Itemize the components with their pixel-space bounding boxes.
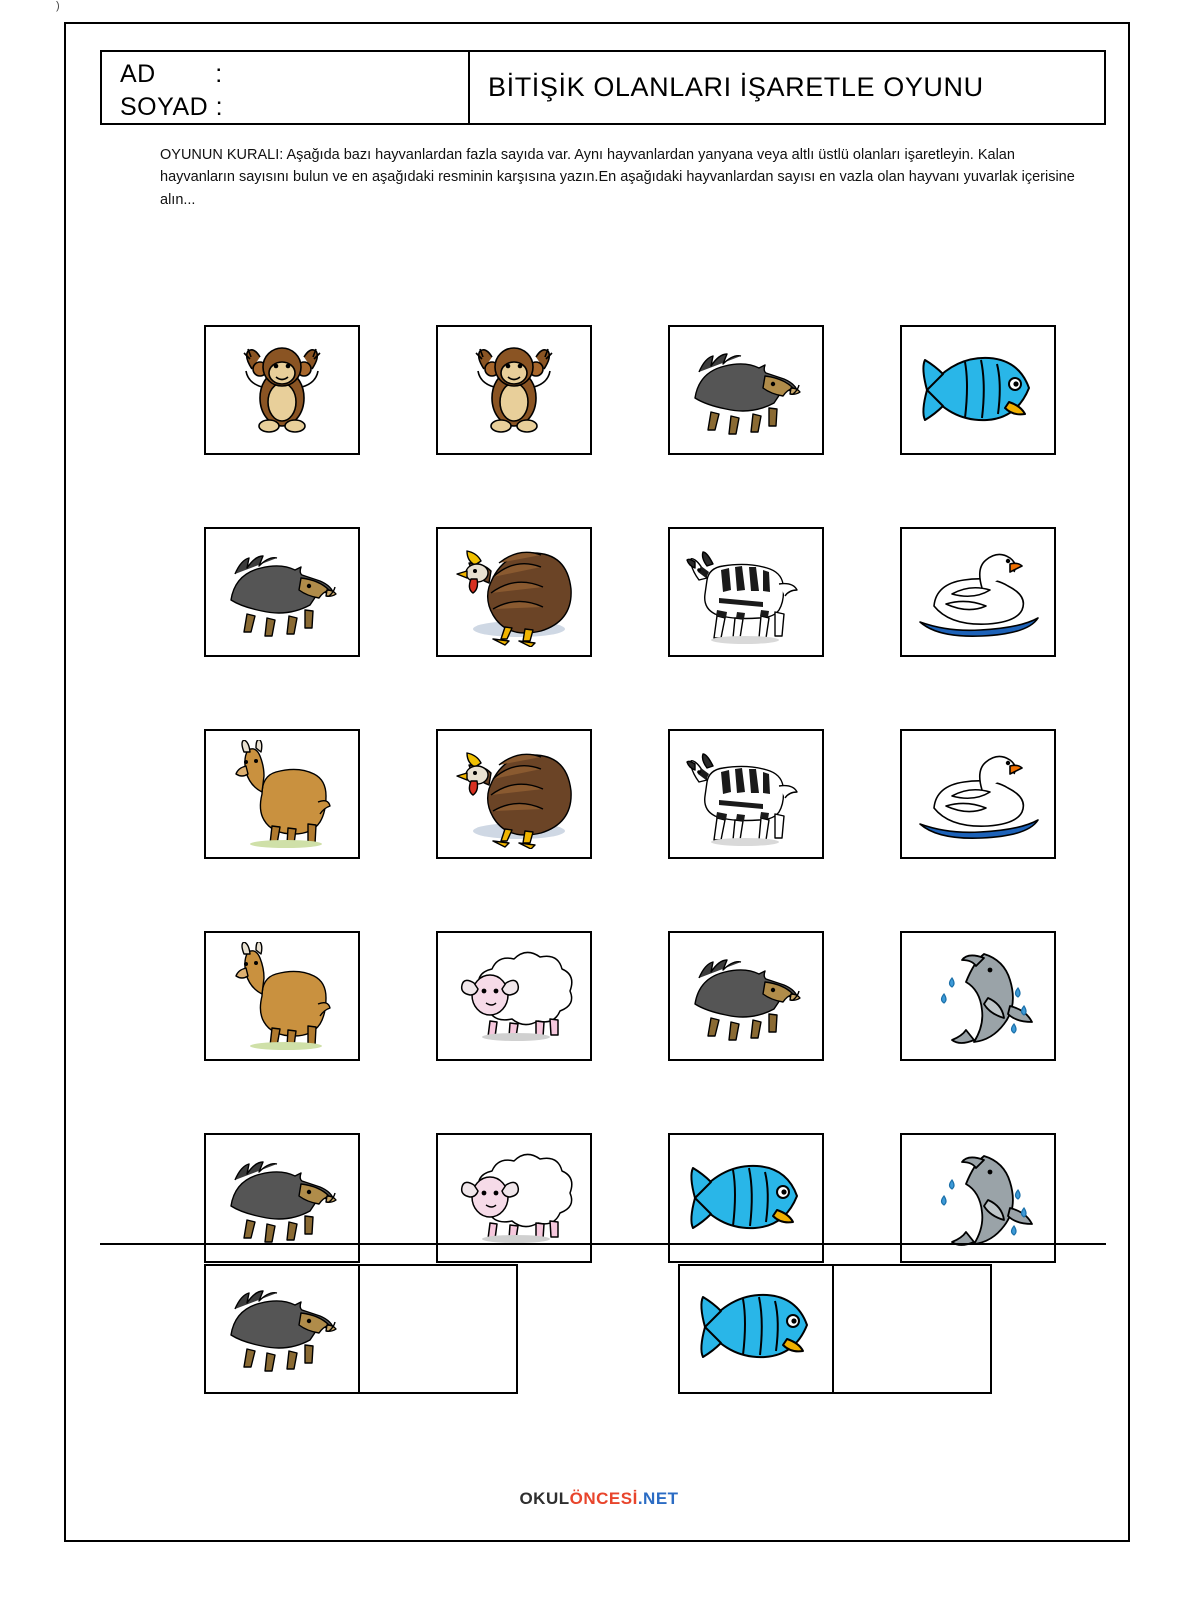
- name-label: AD :: [120, 60, 223, 88]
- animal-card-fish[interactable]: [900, 325, 1056, 455]
- turkey-icon: [449, 537, 579, 647]
- section-divider: [100, 1243, 1106, 1245]
- swan-icon: [912, 544, 1044, 640]
- animal-card-zebra[interactable]: [668, 527, 824, 657]
- fish-icon: [913, 342, 1043, 438]
- animal-card-monkey[interactable]: [436, 325, 592, 455]
- instructions: [160, 144, 1080, 211]
- animal-card-monkey[interactable]: [204, 325, 360, 455]
- answer-input-box-fish[interactable]: [834, 1264, 992, 1394]
- swan-icon: [912, 746, 1044, 842]
- animal-card-zebra[interactable]: [668, 729, 824, 859]
- answer-row: [204, 1264, 1064, 1394]
- sheep-icon: [450, 945, 578, 1047]
- answer-input-box-boar[interactable]: [360, 1264, 518, 1394]
- monkey-icon: [454, 335, 574, 445]
- zebra-icon: [683, 540, 809, 644]
- boar-icon: [217, 1277, 347, 1382]
- boar-icon: [217, 542, 347, 642]
- grid-cell: [204, 289, 436, 491]
- worksheet-page: [64, 22, 1130, 1542]
- zebra-icon: [683, 742, 809, 846]
- grid-cell: [204, 895, 436, 1097]
- grid-cell: [436, 895, 668, 1097]
- logo-part-3: .NET: [637, 1489, 679, 1508]
- animal-card-sheep[interactable]: [436, 931, 592, 1061]
- llama-icon: [222, 740, 342, 848]
- animal-card-swan[interactable]: [900, 527, 1056, 657]
- answer-group: [678, 1264, 992, 1394]
- grid-cell: [204, 491, 436, 693]
- site-logo: [66, 1489, 1132, 1509]
- grid-cell: [900, 895, 1132, 1097]
- logo-part-2: ÖNCESİ: [569, 1489, 638, 1508]
- grid-cell: [900, 289, 1132, 491]
- answer-picture-fish: [678, 1264, 834, 1394]
- answer-picture-boar: [204, 1264, 360, 1394]
- page-title: BİTİŞİK OLANLARI İŞARETLE OYUNU: [488, 72, 984, 102]
- grid-cell: [436, 289, 668, 491]
- grid-cell: [668, 895, 900, 1097]
- grid-cell: [668, 289, 900, 491]
- dolphin-icon: [918, 944, 1038, 1048]
- animal-card-boar[interactable]: [668, 931, 824, 1061]
- animal-card-turkey[interactable]: [436, 729, 592, 859]
- grid-cell: [668, 491, 900, 693]
- fish-icon: [691, 1279, 821, 1380]
- animal-card-swan[interactable]: [900, 729, 1056, 859]
- animal-card-llama[interactable]: [204, 729, 360, 859]
- animal-card-turkey[interactable]: [436, 527, 592, 657]
- title-area: [470, 52, 1104, 123]
- student-name-fields: [102, 52, 470, 123]
- animal-card-dolphin[interactable]: [900, 931, 1056, 1061]
- surname-label: SOYAD :: [120, 93, 224, 121]
- grid-cell: [900, 491, 1132, 693]
- answer-group: [204, 1264, 518, 1394]
- sheep-icon: [450, 1147, 578, 1249]
- grid-cell: [436, 693, 668, 895]
- monkey-icon: [222, 335, 342, 445]
- header-box: [100, 50, 1106, 125]
- animal-card-boar[interactable]: [668, 325, 824, 455]
- grid-cell: [436, 491, 668, 693]
- dolphin-icon: [918, 1146, 1038, 1250]
- animal-grid: [204, 289, 1054, 1299]
- boar-icon: [217, 1148, 347, 1248]
- grid-cell: [900, 693, 1132, 895]
- animal-card-boar[interactable]: [204, 527, 360, 657]
- instructions-label: OYUNUN KURALI:: [160, 147, 284, 163]
- grid-cell: [668, 693, 900, 895]
- instructions-text: Aşağıda bazı hayvanlardan fazla sayıda var. Aynı hayvanlardan yanyana veya altlı üstlü olanları işaretleyin. Kalan hayvanların sayısını bulun ve en aşağıdaki resminin karşısına yazın.En aşağıdaki hayvanlardan sayısı en vazla olan hayvanı yuvarlak içerisine alın...: [160, 147, 1075, 208]
- logo-part-1: OKUL: [519, 1489, 570, 1508]
- fish-icon: [681, 1150, 811, 1246]
- corner-mark: ): [56, 0, 60, 12]
- animal-card-llama[interactable]: [204, 931, 360, 1061]
- boar-icon: [681, 340, 811, 440]
- grid-cell: [204, 693, 436, 895]
- boar-icon: [681, 946, 811, 1046]
- turkey-icon: [449, 739, 579, 849]
- llama-icon: [222, 942, 342, 1050]
